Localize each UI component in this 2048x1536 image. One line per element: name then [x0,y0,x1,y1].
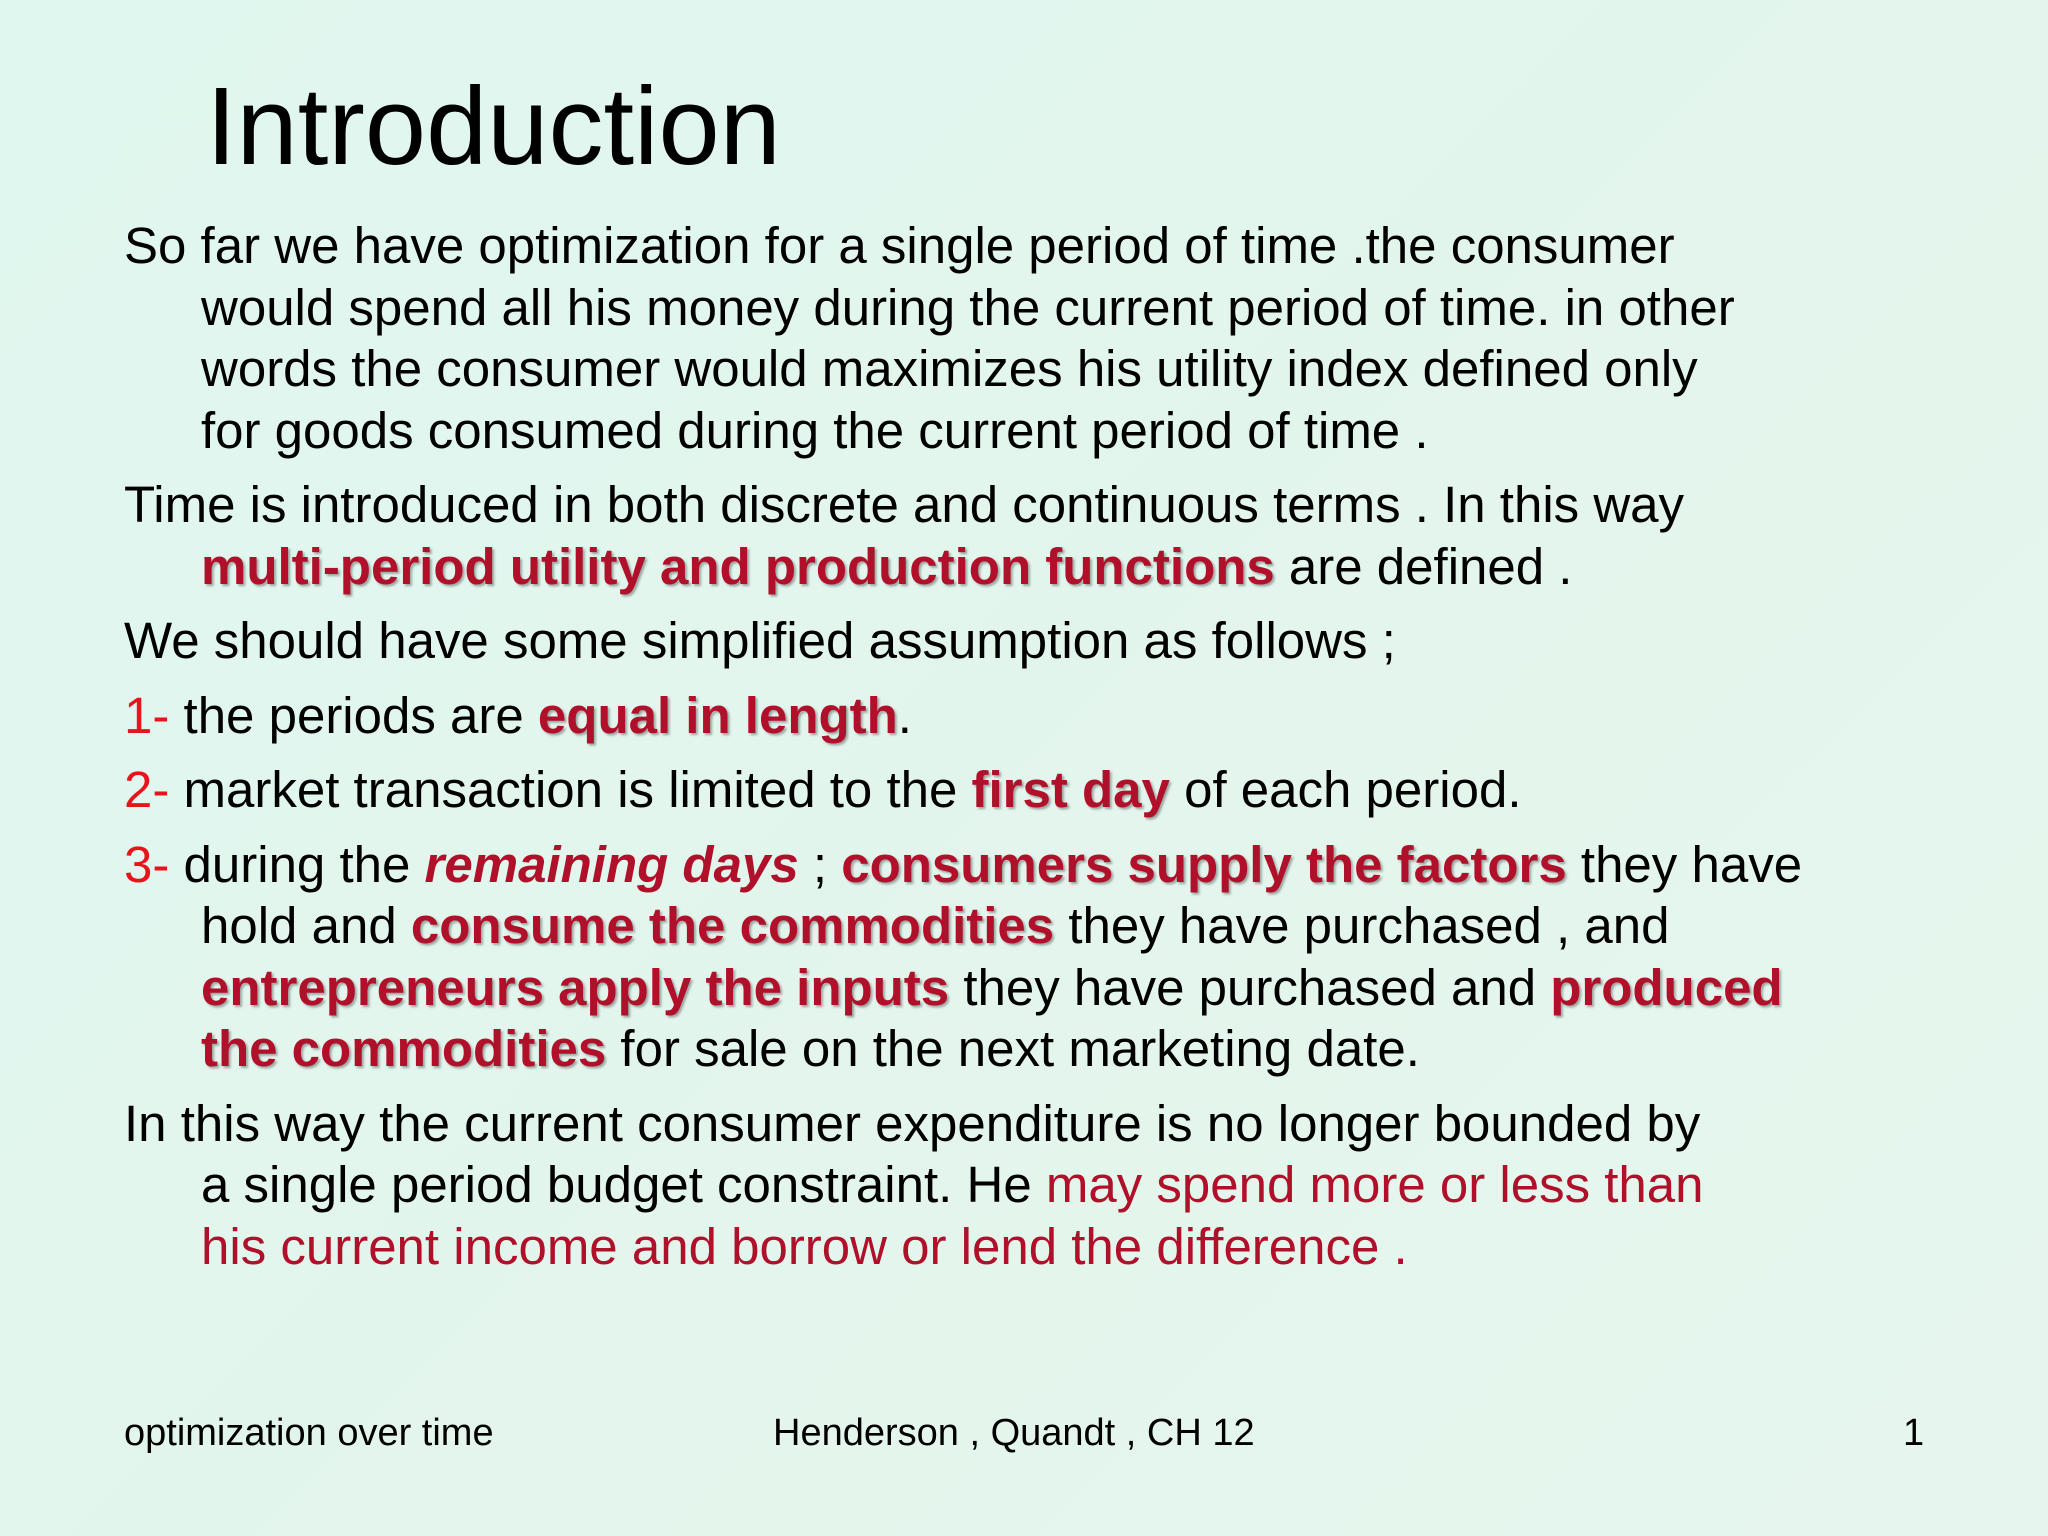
p4-line-2a: a single period budget constraint. He [201,1156,1046,1213]
highlight-entrepreneurs-apply: entrepreneurs apply the inputs [201,958,950,1016]
item-1-number: 1- [124,686,170,744]
p1-line-3: words the consumer would maximizes his utility index defined only [201,340,1698,397]
footer-source: Henderson , Quandt , CH 12 [773,1412,1255,1454]
list-item-1 [124,685,2004,747]
red-text-borrow-lend: his current income and borrow or lend the difference . [201,1217,1408,1275]
p2-rest: are defined . [1274,537,1573,595]
slide-body [124,215,2004,1290]
item-2-number: 2- [124,761,170,818]
highlight-produced: produced [1550,958,1783,1016]
p2-line-1: Time is introduced in both discrete and continuous terms . In this way [124,476,1685,533]
p1-line-4: for goods consumed during the current period of time . [201,401,1429,459]
red-text-spend-more: may spend more or less than [1045,1156,1704,1213]
highlight-consumers-supply: consumers supply the factors [841,835,1567,893]
paragraph-assumptions: We should have some simplified assumption as follows ; [124,612,1396,669]
slide-title: Introduction [206,65,781,188]
list-item-2 [124,759,2004,821]
item-3-text-a: during the [169,835,425,893]
item-2-text-b: of each period. [1169,761,1522,818]
highlight-consume-commodities: consume the commodities [410,897,1055,954]
item-3-text-g: for sale on the next marketing date. [606,1020,1420,1077]
list-item-3 [124,834,2004,1080]
item-1-text-a: the periods are [169,686,538,744]
footer-topic: optimization over time [124,1412,494,1454]
p1-line-1: So far we have optimization for a single period of time .the consumer [124,217,1675,274]
item-3-text-f: they have purchased and [949,958,1551,1016]
item-2-text-a: market transaction is limited to the [169,761,972,818]
p4-line-1: In this way the current consumer expenditure is no longer bounded by [124,1094,1701,1152]
highlight-equal-length: equal in length [537,686,898,744]
footer-page-number: 1 [1903,1412,1925,1454]
item-3-text-d: hold and [201,897,411,954]
item-3-number: 3- [124,835,170,893]
item-1-text-b: . [897,686,912,744]
paragraph-single-period [124,215,2004,461]
p1-line-2: would spend all his money during the current period of time. in other [201,278,1735,336]
item-3-text-c: they have [1566,835,1803,893]
item-3-text-e: they have purchased , and [1054,897,1670,954]
emphasis-remaining-days: remaining days [424,835,799,893]
highlight-the-commodities: the commodities [201,1020,607,1077]
highlight-first-day: first day [971,761,1170,818]
paragraph-time-introduced [124,474,2004,597]
paragraph-budget-constraint [124,1093,2004,1278]
item-3-text-b: ; [798,835,842,893]
highlight-multi-period: multi-period utility and production functions [201,537,1275,595]
